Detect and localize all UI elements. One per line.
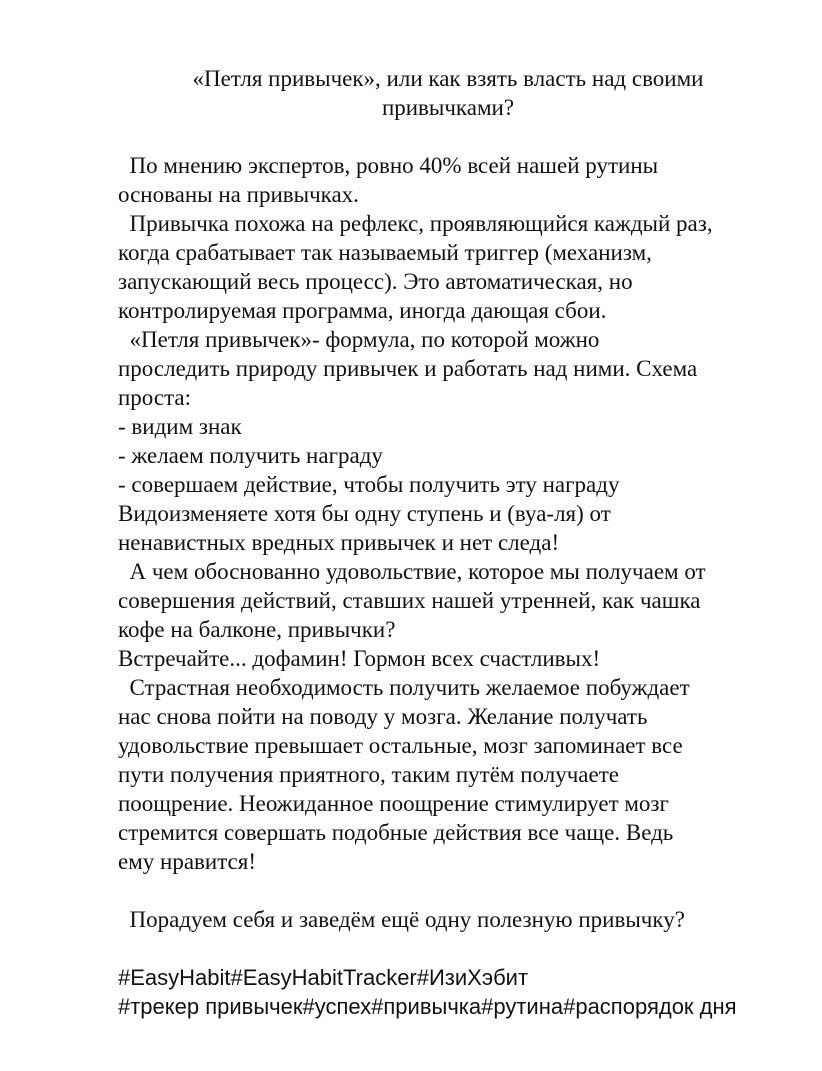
text-line: удовольствие превышает остальные, мозг запоминает все [118,733,683,758]
page-title [118,64,778,122]
text-line: стремится совершать подобные действия все чаще. Ведь [118,820,674,845]
text-line: пути получения приятного, таким путём получаете [118,762,619,787]
text-line: ему нравится! [118,849,256,874]
text-line: По мнению экспертов, ровно 40% всей нашей рутины [118,153,659,178]
closing-question: Порадуем себя и заведём ещё одну полезную привычку? [118,907,685,932]
text-line: А чем обоснованно удовольствие, которое мы получаем от [118,559,706,584]
text-line: ненавистных вредных привычек и нет следа! [118,530,560,555]
list-item: - видим знак [118,414,242,439]
list-item: - желаем получить награду [118,443,383,468]
text-line: нас снова пойти на поводу у мозга. Желание получать [118,704,648,729]
text-line: Видоизменяете хотя бы одну ступень и (вуа-ля) от [118,501,611,526]
text-line: совершения действий, ставших нашей утренней, как чашка [118,588,701,613]
text-line: кофе на балконе, привычки? [118,617,396,642]
text-line: контролируемая программа, иногда дающая сбои. [118,298,607,323]
text-line: Встречайте... дофамин! Гормон всех счастливых! [118,646,601,671]
text-line: «Петля привычек»- формула, по которой можно [118,327,600,352]
title-line: привычками? [381,95,515,120]
text-line: поощрение. Неожиданное поощрение стимулирует мозг [118,791,669,816]
text-line: проследить природу привычек и работать над ними. Схема [118,356,698,381]
hashtag-line: #трекер привычек#успех#привычка#рутина#распорядок дня [118,994,737,1019]
title-line: «Петля привычек», или как взять власть над своими [192,66,704,91]
hashtag-line: #EasyHabit#EasyHabitTracker#ИзиХэбит [118,965,529,990]
list-item: - совершаем действие, чтобы получить эту награду [118,472,620,497]
text-line: Привычка похожа на рефлекс, проявляющийся каждый раз, [118,211,713,236]
text-line: основаны на привычках. [118,182,359,207]
text-line: проста: [118,385,192,410]
document-page [118,64,778,1021]
text-line: когда срабатывает так называемый триггер (механизм, [118,240,652,265]
spacer [118,876,778,905]
text-line: запускающий весь процесс). Это автоматическая, но [118,269,633,294]
article-body [118,151,778,876]
spacer [118,934,778,963]
text-line: Страстная необходимость получить желаемое побуждает [118,675,690,700]
hashtag-block [118,963,778,1021]
